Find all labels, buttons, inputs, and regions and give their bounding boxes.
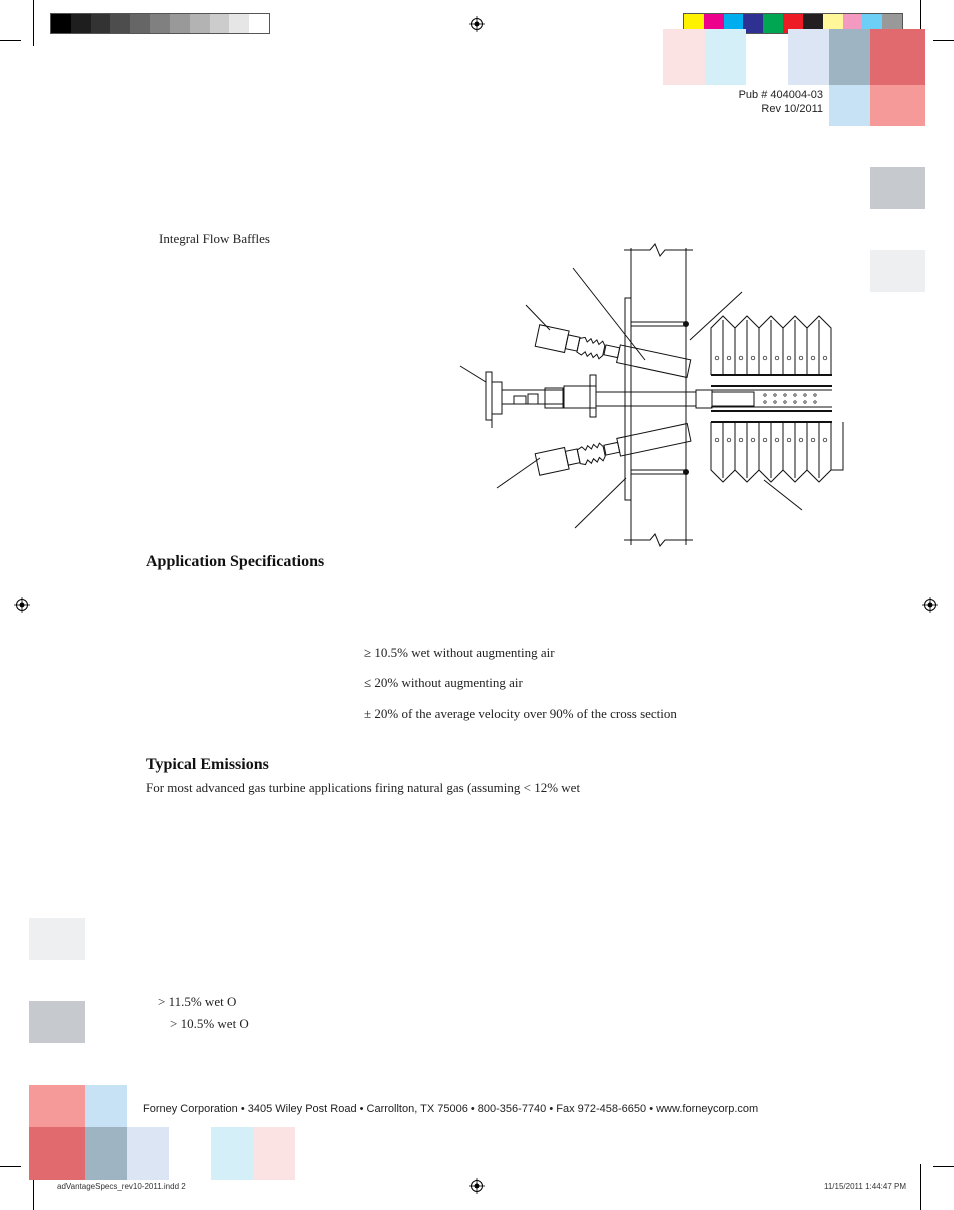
swatch-bottom-red-mid <box>29 1085 85 1127</box>
swatch-steel <box>829 29 870 85</box>
swatch-bottom-steel <box>85 1127 127 1180</box>
spec-line-h2o: ≤ 20% without augmenting air <box>364 675 523 690</box>
swatch-sky <box>829 85 870 126</box>
slug-timestamp: 11/15/2011 1:44:47 PM <box>824 1182 906 1191</box>
figure-caption: Integral Flow Baffles <box>159 231 270 246</box>
spec-line-o2: ≥ 10.5% wet without augmenting air <box>364 645 555 660</box>
registration-mark-left <box>14 597 30 613</box>
grayscale-bar <box>50 13 270 34</box>
swatch-gray-light-left <box>29 918 85 960</box>
revision-date: Rev 10/2011 <box>761 103 823 115</box>
registration-mark-top <box>469 16 485 32</box>
typical-emissions-heading: Typical Emissions <box>146 756 269 773</box>
swatch-bottom-cyan-light <box>211 1127 253 1180</box>
swatch-red-dark <box>870 29 925 85</box>
swatch-pink-light <box>663 29 705 85</box>
application-specs-heading: Application Specifications <box>146 553 325 570</box>
emissions-note-1: > 11.5% wet O <box>158 994 237 1009</box>
swatch-bottom-blue-light <box>127 1127 169 1180</box>
swatch-red-mid <box>870 85 925 126</box>
swatch-bottom-sky <box>85 1085 127 1127</box>
emissions-intro: For most advanced gas turbine applications firing natural gas (assuming < 12% wet <box>146 780 581 795</box>
swatch-bottom-pink-light <box>253 1127 295 1180</box>
pub-number: Pub # 404004-03 <box>738 89 823 101</box>
emissions-note-2: > 10.5% wet O <box>170 1016 249 1031</box>
swatch-cyan-light <box>705 29 746 85</box>
swatch-gray-light-right <box>870 250 925 292</box>
registration-mark-right <box>922 597 938 613</box>
swatch-gray-mid-right <box>870 167 925 209</box>
swatch-bottom-red-dark <box>29 1127 85 1180</box>
registration-mark-bottom <box>469 1178 485 1194</box>
swatch-gray-mid-left <box>29 1001 85 1043</box>
burner-diagram <box>455 242 855 550</box>
footer-address: Forney Corporation • 3405 Wiley Post Road • Carrollton, TX 75006 • 800-356-7740 • Fax 972-458-6650 • www.forneycorp.com <box>143 1103 759 1115</box>
swatch-blue-light <box>788 29 829 85</box>
spec-line-velocity: ± 20% of the average velocity over 90% of the cross section <box>364 706 677 721</box>
slug-filename: adVantageSpecs_rev10-2011.indd 2 <box>57 1182 186 1191</box>
